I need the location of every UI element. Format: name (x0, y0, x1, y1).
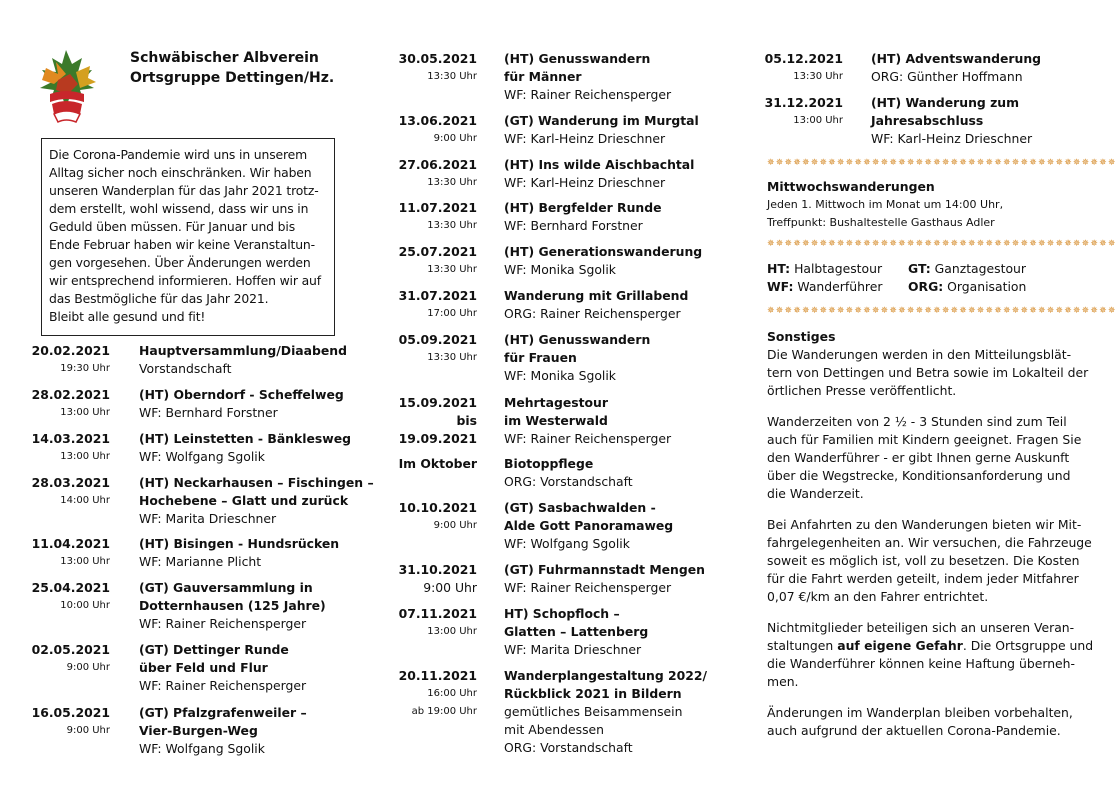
event-date: 30.05.2021 (398, 51, 477, 66)
event-time: 13:30 Uhr (427, 71, 477, 82)
event-leader: WF: Rainer Reichensperger (504, 87, 672, 102)
misc-text-fragment: . Die Ortsgruppe und (962, 638, 1094, 653)
event-date: 31.10.2021 (398, 562, 477, 577)
misc-text-line: fahrgelegenheiten an. Wir versuchen, die Fahrzeuge (767, 535, 1092, 550)
event-title: Wanderung mit Grillabend (504, 288, 689, 303)
event-title: Glatten – Lattenberg (504, 624, 649, 639)
event-leader: ORG: Günther Hoffmann (871, 69, 1023, 84)
misc-text-line: über die Wegstrecke, Konditionsanforderung und (767, 468, 1071, 483)
event-time: 9:00 Uhr (433, 133, 477, 144)
notice-line: gen vorgesehen. Über Änderungen werden (49, 255, 311, 270)
albverein-logo (36, 44, 100, 124)
event-title: (HT) Ins wilde Aischbachtal (504, 157, 695, 172)
notice-line: dem erstellt, wohl wissend, dass wir uns in (49, 201, 309, 216)
event-detail: mit Abendessen (504, 722, 605, 737)
event-date: 25.07.2021 (398, 244, 477, 259)
event-title: (HT) Adventswanderung (871, 51, 1042, 66)
notice-line: unseren Wanderplan für das Jahr 2021 trotz- (49, 183, 319, 198)
event-leader: WF: Marita Drieschner (504, 642, 642, 657)
event-date: 05.09.2021 (398, 332, 477, 347)
event-leader: WF: Karl-Heinz Drieschner (504, 131, 666, 146)
event-leader: ORG: Rainer Reichensperger (504, 306, 681, 321)
misc-text-line: soweit es möglich ist, voll zu besetzen. Die Kosten (767, 553, 1080, 568)
event-leader: WF: Wolfgang Sgolik (139, 741, 265, 756)
event-title: für Frauen (504, 350, 577, 365)
event-leader: WF: Monika Sgolik (504, 368, 616, 383)
event-leader: WF: Monika Sgolik (504, 262, 616, 277)
misc-text-line: men. (767, 674, 799, 689)
misc-text-line: tern von Dettingen und Betra sowie im Lokalteil der (767, 365, 1089, 380)
event-time: 9:00 Uhr (66, 725, 110, 736)
event-date: 16.05.2021 (31, 705, 110, 720)
misc-text-line: die Wanderführer können keine Haftung überneh- (767, 656, 1075, 671)
event-time: 13:00 Uhr (793, 115, 843, 126)
event-title: (HT) Oberndorf - Scheffelweg (139, 387, 344, 402)
event-time: 13:00 Uhr (60, 556, 110, 567)
event-date: 10.10.2021 (398, 500, 477, 515)
event-leader: ORG: Vorstandschaft (504, 740, 633, 755)
event-leader: WF: Bernhard Forstner (139, 405, 278, 420)
notice-line: wir entsprechend informieren. Hoffen wir auf (49, 273, 321, 288)
legend-value: Wanderführer (797, 279, 883, 294)
wednesday-hikes-line: Treffpunkt: Bushaltestelle Gasthaus Adler (767, 216, 995, 229)
event-date: 15.09.2021 (398, 395, 477, 410)
star-divider: ✵✵✵✵✵✵✵✵✵✵✵✵✵✵✵✵✵✵✵✵✵✵✵✵✵✵✵✵✵✵✵✵✵✵✵✵✵✵✵✵ (767, 158, 1117, 168)
event-title: Biotoppflege (504, 456, 594, 471)
corona-notice-box (41, 138, 335, 336)
event-leader: WF: Karl-Heinz Drieschner (504, 175, 666, 190)
org-title (130, 48, 334, 88)
notice-line: Alltag sicher noch einschränken. Wir haben (49, 165, 312, 180)
event-date: 11.07.2021 (398, 200, 477, 215)
star-divider: ✵✵✵✵✵✵✵✵✵✵✵✵✵✵✵✵✵✵✵✵✵✵✵✵✵✵✵✵✵✵✵✵✵✵✵✵✵✵✵✵ (767, 306, 1117, 316)
misc-title: Sonstiges (767, 329, 836, 344)
misc-text-fragment: staltungen (767, 638, 838, 653)
event-date: 28.02.2021 (31, 387, 110, 402)
misc-text-emphasis: auf eigene Gefahr (837, 638, 963, 653)
event-title: Vier-Burgen-Weg (139, 723, 258, 738)
legend-gt (908, 260, 1026, 278)
event-time: 13:30 Uhr (427, 220, 477, 231)
misc-text-line: Änderungen im Wanderplan bleiben vorbehalten, (767, 705, 1073, 720)
event-title: HT) Schopfloch – (504, 606, 620, 621)
event-leader: WF: Rainer Reichensperger (139, 678, 307, 693)
event-date: 02.05.2021 (31, 642, 110, 657)
misc-text-line: für die Fahrt werden geteilt, indem jeder Mitfahrer (767, 571, 1079, 586)
event-title: (HT) Neckarhausen – Fischingen – (139, 475, 374, 490)
event-title: (HT) Bisingen - Hundsrücken (139, 536, 340, 551)
event-title: (GT) Sasbachwalden - (504, 500, 656, 515)
event-date-range-bis: bis (456, 413, 477, 428)
notice-line: Die Corona-Pandemie wird uns in unserem (49, 147, 308, 162)
misc-text-line: die Wanderzeit. (767, 486, 864, 501)
star-divider: ✵✵✵✵✵✵✵✵✵✵✵✵✵✵✵✵✵✵✵✵✵✵✵✵✵✵✵✵✵✵✵✵✵✵✵✵✵✵✵✵ (767, 239, 1117, 249)
legend-wf (767, 278, 882, 296)
legend-value: Organisation (947, 279, 1027, 294)
event-title: (HT) Bergfelder Runde (504, 200, 662, 215)
event-time: 19:30 Uhr (60, 363, 110, 374)
wednesday-hikes-line: Jeden 1. Mittwoch im Monat um 14:00 Uhr, (767, 198, 1004, 211)
notice-line: Bleibt alle gesund und fit! (49, 309, 206, 324)
notice-line: Ende Februar haben wir keine Veranstaltun- (49, 237, 315, 252)
event-leader: WF: Rainer Reichensperger (504, 431, 672, 446)
event-title: Hauptversammlung/Diaabend (139, 343, 347, 358)
event-date: 31.07.2021 (398, 288, 477, 303)
event-title: über Feld und Flur (139, 660, 268, 675)
event-date-end: 19.09.2021 (398, 431, 477, 446)
event-leader: WF: Rainer Reichensperger (139, 616, 307, 631)
event-title: für Männer (504, 69, 582, 84)
event-title: (HT) Wanderung zum (871, 95, 1020, 110)
event-leader: WF: Marianne Plicht (139, 554, 262, 569)
event-time: 16:00 Uhr (427, 688, 477, 699)
event-title: (GT) Wanderung im Murgtal (504, 113, 699, 128)
event-date: 20.11.2021 (398, 668, 477, 683)
misc-text-line: 0,07 €/km an den Fahrer entrichtet. (767, 589, 989, 604)
event-title: (GT) Fuhrmannstadt Mengen (504, 562, 705, 577)
event-leader: WF: Karl-Heinz Drieschner (871, 131, 1033, 146)
misc-text-line: Bei Anfahrten zu den Wanderungen bieten wir Mit- (767, 517, 1082, 532)
event-date: 31.12.2021 (764, 95, 843, 110)
event-time: 14:00 Uhr (60, 495, 110, 506)
misc-text-line: Nichtmitglieder beteiligen sich an unseren Veran- (767, 620, 1075, 635)
event-leader: Vorstandschaft (139, 361, 232, 376)
event-date: 13.06.2021 (398, 113, 477, 128)
event-date: 20.02.2021 (31, 343, 110, 358)
event-date: 11.04.2021 (31, 536, 110, 551)
event-title: Jahresabschluss (871, 113, 984, 128)
legend-key: GT: (908, 261, 931, 276)
event-leader: ORG: Vorstandschaft (504, 474, 633, 489)
event-date: Im Oktober (398, 456, 477, 471)
misc-text-line: auch für Familien mit Kindern geeignet. Fragen Sie (767, 432, 1082, 447)
event-date: 25.04.2021 (31, 580, 110, 595)
event-title: Hochebene – Glatt und zurück (139, 493, 349, 508)
event-title: (GT) Dettinger Runde (139, 642, 289, 657)
event-date: 27.06.2021 (398, 157, 477, 172)
org-title-line2: Ortsgruppe Dettingen/Hz. (130, 70, 335, 86)
org-title-line1: Schwäbischer Albverein (130, 50, 319, 66)
event-time: 17:00 Uhr (427, 308, 477, 319)
event-title: (HT) Generationswanderung (504, 244, 703, 259)
event-time: 9:00 Uhr (66, 662, 110, 673)
event-date: 07.11.2021 (398, 606, 477, 621)
event-title: Mehrtagestour (504, 395, 608, 410)
legend-value: Ganztagestour (934, 261, 1026, 276)
event-date: 05.12.2021 (764, 51, 843, 66)
event-title: Dotternhausen (125 Jahre) (139, 598, 326, 613)
event-leader: WF: Wolfgang Sgolik (504, 536, 630, 551)
event-detail: gemütliches Beisammensein (504, 704, 683, 719)
event-title: Wanderplangestaltung 2022/ (504, 668, 708, 683)
notice-line: das Bestmögliche für das Jahr 2021. (49, 291, 269, 306)
event-time: 13:00 Uhr (60, 407, 110, 418)
event-title: (GT) Pfalzgrafenweiler – (139, 705, 307, 720)
wednesday-hikes-title: Mittwochswanderungen (767, 179, 935, 194)
event-leader: WF: Rainer Reichensperger (504, 580, 672, 595)
legend-key: ORG: (908, 279, 944, 294)
event-time: ab 19:00 Uhr (411, 706, 477, 717)
event-title: Alde Gott Panoramaweg (504, 518, 674, 533)
event-time: 13:00 Uhr (60, 451, 110, 462)
legend-key: HT: (767, 261, 791, 276)
legend-org (908, 278, 1026, 296)
event-time: 9:00 Uhr (423, 580, 477, 595)
event-title: (HT) Genusswandern (504, 332, 651, 347)
legend-key: WF: (767, 279, 794, 294)
event-time: 13:30 Uhr (427, 264, 477, 275)
misc-text-line: auch aufgrund der aktuellen Corona-Pandemie. (767, 723, 1061, 738)
event-time: 9:00 Uhr (433, 520, 477, 531)
legend-value: Halbtagestour (794, 261, 883, 276)
event-title: (GT) Gauversammlung in (139, 580, 313, 595)
misc-text-line: Wanderzeiten von 2 ½ - 3 Stunden sind zum Teil (767, 414, 1067, 429)
event-title: Rückblick 2021 in Bildern (504, 686, 682, 701)
misc-text-line: den Wanderführer - er gibt Ihnen gerne Auskunft (767, 450, 1070, 465)
event-time: 13:30 Uhr (793, 71, 843, 82)
event-title: (HT) Leinstetten - Bänklesweg (139, 431, 351, 446)
misc-text-line (767, 637, 1093, 655)
event-date: 14.03.2021 (31, 431, 110, 446)
misc-text-line: örtlichen Presse veröffentlicht. (767, 383, 957, 398)
event-leader: WF: Bernhard Forstner (504, 218, 643, 233)
event-title: im Westerwald (504, 413, 608, 428)
event-time: 10:00 Uhr (60, 600, 110, 611)
event-title: (HT) Genusswandern (504, 51, 651, 66)
event-time: 13:30 Uhr (427, 177, 477, 188)
event-leader: WF: Wolfgang Sgolik (139, 449, 265, 464)
event-date: 28.03.2021 (31, 475, 110, 490)
event-time: 13:00 Uhr (427, 626, 477, 637)
event-time: 13:30 Uhr (427, 352, 477, 363)
event-leader: WF: Marita Drieschner (139, 511, 277, 526)
legend-ht (767, 260, 882, 278)
notice-line: Geduld üben müssen. Für Januar und bis (49, 219, 295, 234)
misc-text-line: Die Wanderungen werden in den Mitteilungsblät- (767, 347, 1072, 362)
